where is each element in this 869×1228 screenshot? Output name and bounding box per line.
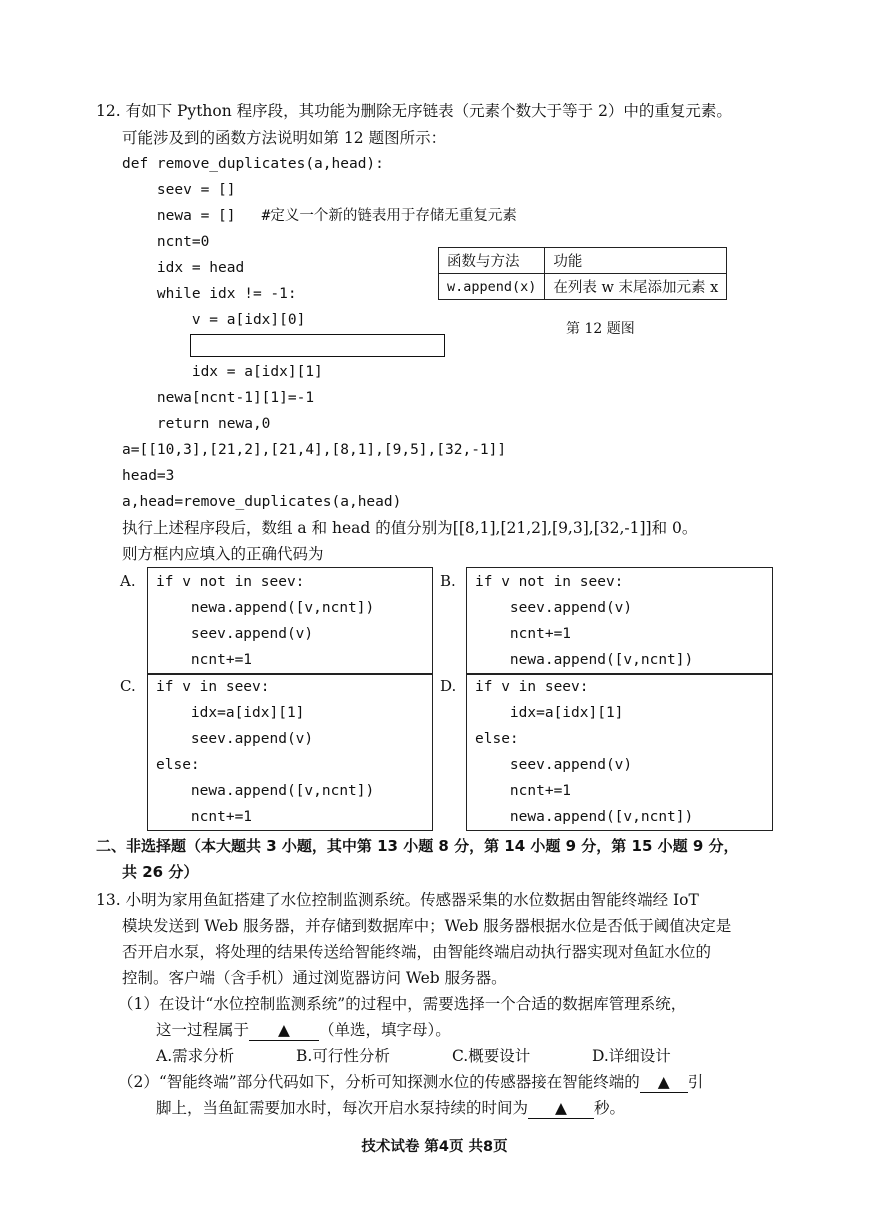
option-d-line: newa.append([v,ncnt]) bbox=[475, 809, 694, 825]
option-a-line: if v not in seev: bbox=[156, 574, 305, 590]
q13-choice: B.可行性分析 bbox=[296, 1047, 390, 1065]
option-a-label: A. bbox=[120, 572, 136, 590]
option-c-line: ncnt+=1 bbox=[156, 809, 253, 825]
q13-sub2-text: 秒。 bbox=[594, 1099, 626, 1117]
code-line: while idx != -1: bbox=[122, 286, 297, 302]
function-table-row bbox=[439, 274, 727, 300]
code-line: a,head=remove_duplicates(a,head) bbox=[122, 494, 402, 510]
q13-sub1-line2 bbox=[156, 1020, 451, 1041]
option-d-line: else: bbox=[475, 731, 519, 747]
q13-sub1-text: 这一过程属于 bbox=[156, 1021, 250, 1039]
option-b-label: B. bbox=[440, 572, 456, 590]
q13-text-line: 13. 小明为家用鱼缸搭建了水位控制监测系统。传感器采集的水位数据由智能终端经 IoT bbox=[96, 891, 699, 909]
q13-sub2-line2 bbox=[156, 1098, 625, 1119]
q13-choice: A.需求分析 bbox=[156, 1047, 235, 1065]
option-d-line: if v in seev: bbox=[475, 679, 589, 695]
answer-blank: ▲ bbox=[249, 1020, 319, 1041]
q13-sub1-line1: （1）在设计“水位控制监测系统”的过程中，需要选择一个合适的数据库管理系统， bbox=[118, 995, 687, 1013]
code-line: a=[[10,3],[21,2],[21,4],[8,1],[9,5],[32,-1]] bbox=[122, 442, 507, 458]
q13-choice: C.概要设计 bbox=[452, 1047, 531, 1065]
q13-choice: D.详细设计 bbox=[592, 1047, 671, 1065]
code-line: return newa,0 bbox=[122, 416, 271, 432]
q12-ask-line: 则方框内应填入的正确代码为 bbox=[122, 545, 324, 563]
code-line: newa[ncnt-1][1]=-1 bbox=[122, 390, 315, 406]
option-d-line: ncnt+=1 bbox=[475, 783, 572, 799]
option-a-line: ncnt+=1 bbox=[156, 652, 253, 668]
code-line: newa = [] #定义一个新的链表用于存储无重复元素 bbox=[122, 208, 517, 224]
q13-sub1-text: （单选，填字母）。 bbox=[319, 1021, 451, 1039]
q12-intro-line1: 12. 有如下 Python 程序段，其功能为删除无序链表（元素个数大于等于 2）中的重复元素。 bbox=[96, 102, 732, 120]
option-b-line: seev.append(v) bbox=[475, 600, 633, 616]
option-d-line: seev.append(v) bbox=[475, 757, 633, 773]
q12-result-line: 执行上述程序段后，数组 a 和 head 的值分别为[[8,1],[21,2],[9,3],[32,-1]]和 0。 bbox=[122, 519, 698, 537]
function-table bbox=[438, 247, 727, 300]
option-c-line: idx=a[idx][1] bbox=[156, 705, 305, 721]
q13-sub2-line1 bbox=[118, 1072, 703, 1093]
option-c-line: if v in seev: bbox=[156, 679, 270, 695]
table-cell: w.append(x) bbox=[439, 274, 545, 300]
code-line: head=3 bbox=[122, 468, 175, 484]
q13-sub2-text: 引 bbox=[687, 1073, 704, 1091]
option-c-line: else: bbox=[156, 757, 200, 773]
section-heading-cont: 共 26 分） bbox=[122, 863, 199, 881]
function-table-header bbox=[439, 248, 727, 274]
code-line: def remove_duplicates(a,head): bbox=[122, 156, 384, 172]
option-b-line: newa.append([v,ncnt]) bbox=[475, 652, 694, 668]
q13-text-line: 模块发送到 Web 服务器，并存储到数据库中；Web 服务器根据水位是否低于阈值决定是 bbox=[122, 917, 732, 935]
q13-text-line: 控制。客户端（含手机）通过浏览器访问 Web 服务器。 bbox=[122, 969, 507, 987]
option-c-line: newa.append([v,ncnt]) bbox=[156, 783, 375, 799]
q13-sub2-text: （2）“智能终端”部分代码如下，分析可知探测水位的传感器接在智能终端的 bbox=[118, 1073, 640, 1091]
q12-intro-line2: 可能涉及到的函数方法说明如第 12 题图所示： bbox=[122, 129, 447, 147]
page-footer: 技术试卷 第4页 共8页 bbox=[361, 1139, 508, 1155]
option-d-label: D. bbox=[440, 677, 457, 695]
answer-blank: ▲ bbox=[640, 1072, 688, 1093]
option-d-line: idx=a[idx][1] bbox=[475, 705, 624, 721]
option-c-label: C. bbox=[120, 677, 136, 695]
code-line: v = a[idx][0] bbox=[122, 312, 306, 328]
q13-text-line: 否开启水泵，将处理的结果传送给智能终端，由智能终端启动执行器实现对鱼缸水位的 bbox=[122, 943, 712, 961]
code-line: seev = [] bbox=[122, 182, 236, 198]
figure-caption: 第 12 题图 bbox=[566, 321, 635, 337]
option-a-line: seev.append(v) bbox=[156, 626, 314, 642]
table-header-cell: 功能 bbox=[545, 248, 727, 274]
option-a-line: newa.append([v,ncnt]) bbox=[156, 600, 375, 616]
option-b-line: if v not in seev: bbox=[475, 574, 624, 590]
answer-blank: ▲ bbox=[528, 1098, 594, 1119]
option-c-line: seev.append(v) bbox=[156, 731, 314, 747]
code-line: idx = head bbox=[122, 260, 245, 276]
code-line: ncnt=0 bbox=[122, 234, 210, 250]
q13-sub2-text: 脚上，当鱼缸需要加水时，每次开启水泵持续的时间为 bbox=[156, 1099, 529, 1117]
table-cell: 在列表 w 末尾添加元素 x bbox=[545, 274, 727, 300]
code-line: idx = a[idx][1] bbox=[122, 364, 323, 380]
code-blank-box bbox=[190, 334, 445, 357]
option-b-line: ncnt+=1 bbox=[475, 626, 572, 642]
section-heading: 二、非选择题（本大题共 3 小题，其中第 13 小题 8 分，第 14 小题 9 分，第 15 小题 9 分， bbox=[96, 837, 739, 855]
table-header-cell: 函数与方法 bbox=[439, 248, 545, 274]
